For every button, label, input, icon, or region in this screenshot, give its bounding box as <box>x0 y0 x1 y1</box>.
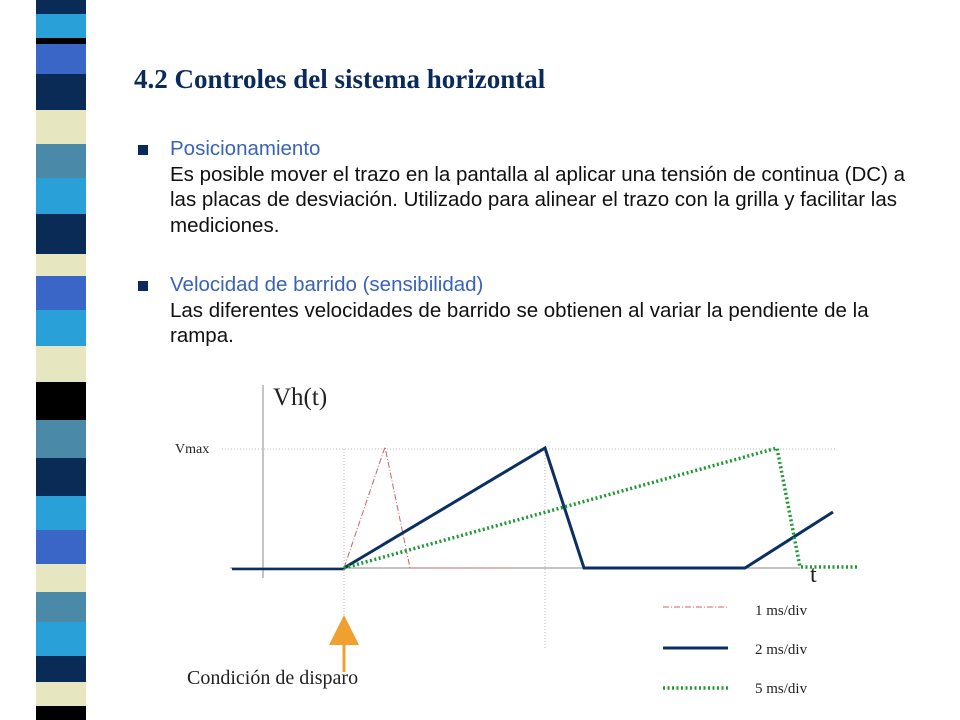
bullet-body: Es posible mover el trazo en la pantalla al aplicar una tensión de continua (DC) a las placas de desviación. Utilizado para alinear el trazo con la grilla y facilitar las mediciones. <box>170 162 905 237</box>
bullet-heading: Velocidad de barrido (sensibilidad) <box>170 273 484 296</box>
y-axis-label: Vh(t) <box>273 384 328 411</box>
vmax-label: Vmax <box>175 442 210 457</box>
x-axis-label: t <box>810 562 817 588</box>
trace-1ms-div <box>344 447 505 568</box>
slide-title: 4.2 Controles del sistema horizontal <box>134 64 546 94</box>
legend-label-2ms: 2 ms/div <box>755 642 808 658</box>
trace-2ms-div <box>344 448 833 568</box>
trace-5ms-div <box>344 448 858 568</box>
legend-label-5ms: 5 ms/div <box>755 681 808 697</box>
trigger-label: Condición de disparo <box>187 667 359 689</box>
bullet-heading: Posicionamiento <box>170 137 321 160</box>
bullet-body: Las diferentes velocidades de barrido se obtienen al variar la pendiente de la rampa. <box>170 298 869 347</box>
legend-label-1ms: 1 ms/div <box>755 603 808 619</box>
legend <box>663 603 808 697</box>
